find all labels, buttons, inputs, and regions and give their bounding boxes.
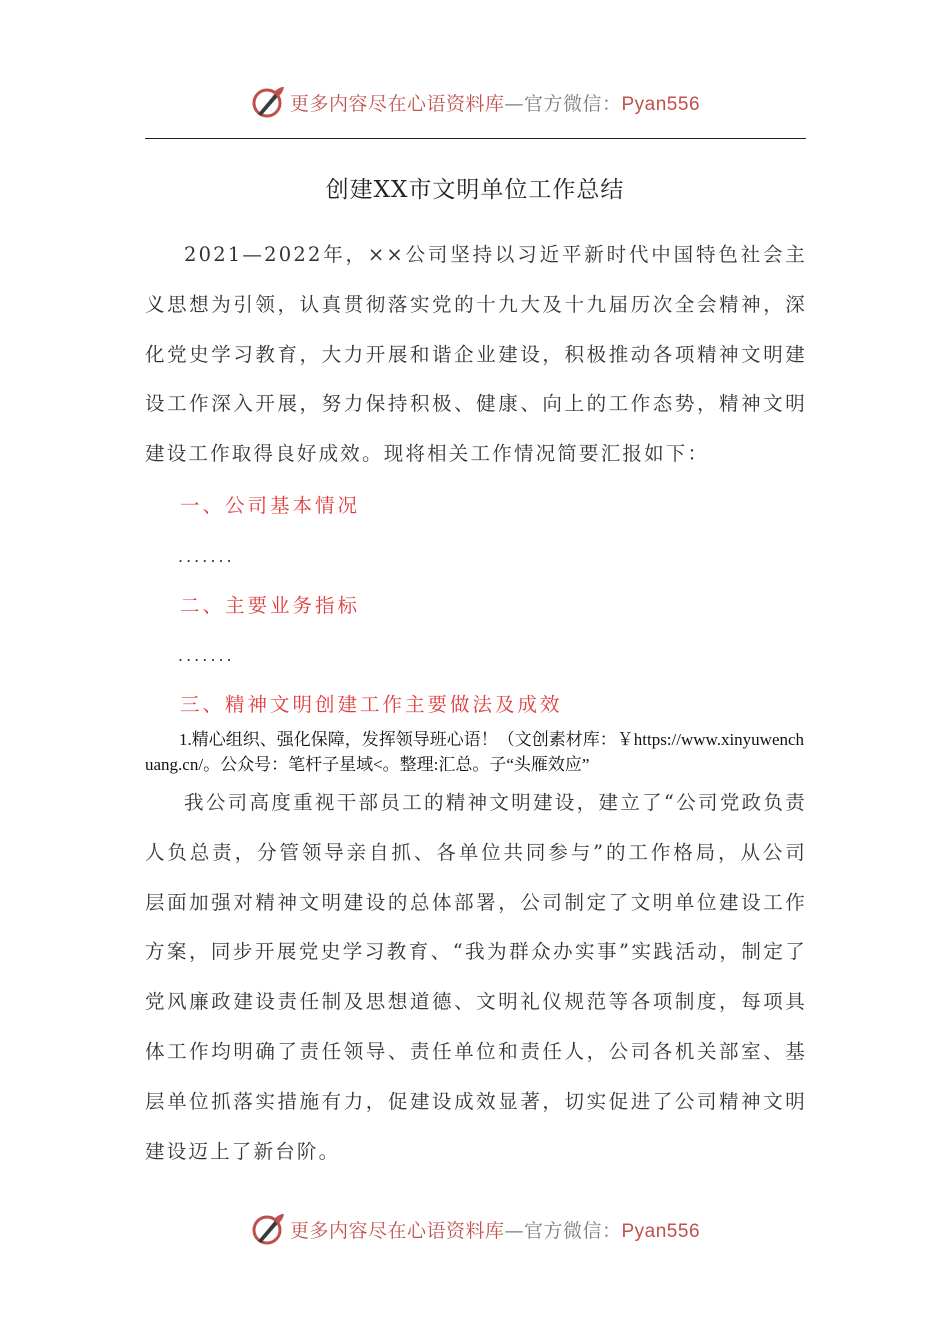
subsection1-body: 我公司高度重视干部员工的精神文明建设，建立了“公司党政负责人负总责，分管领导亲自抓、各单位共同参与”的工作格局，从公司层面加强对精神文明建设的总体部署，公司制定了文明单位建设工作方案，同步开展党史学习教育、“我为群众办实事”实践活动，制定了党风廉政建设责任制及思想道德、文明礼仪规范等各项制度，每项具体工作均明确了责任领导、责任单位和责任人，公司各机关部室、基层单位抓落实措施有力，促建设成效显著，切实促进了公司精神文明建设迈上了新台阶。	[145, 791, 807, 1163]
header-separator: —	[504, 92, 524, 115]
footer-banner-text: 更多内容尽在心语资料库	[289, 1219, 505, 1242]
footer-wechat-label: 官方微信：	[523, 1219, 622, 1242]
footer-wechat-id: Pyan556	[621, 1220, 701, 1242]
header-banner	[0, 82, 950, 122]
footer-text	[290, 1216, 700, 1243]
section1-body: .......	[178, 547, 235, 566]
header-wechat-id: Pyan556	[621, 93, 701, 115]
section3-heading: 三、精神文明创建工作主要做法及成效	[180, 693, 563, 716]
footer-banner	[0, 1209, 950, 1249]
quill-logo-icon	[250, 84, 286, 120]
document-title: 创建XX市文明单位工作总结	[325, 177, 625, 203]
section1-heading: 一、公司基本情况	[180, 494, 361, 517]
section2-heading: 二、主要业务指标	[180, 594, 361, 617]
header-wechat-label: 官方微信：	[523, 92, 622, 115]
quill-logo-icon	[250, 1211, 286, 1247]
header-divider	[145, 138, 806, 139]
subsection1-title: 1.精心组织、强化保障，发挥领导班心语！（文创素材库：￥https://www.xinyuwenchuang.cn/。公众号：笔杆子星域<。整理:汇总。子“头雁效应”	[145, 730, 805, 774]
footer-separator: —	[504, 1219, 524, 1242]
section2-body: .......	[178, 646, 235, 665]
header-banner-text: 更多内容尽在心语资料库	[289, 92, 505, 115]
header-text	[290, 89, 700, 116]
intro-paragraph: 2021—2022年，××公司坚持以习近平新时代中国特色社会主义思想为引领，认真贯彻落实党的十九大及十九届历次全会精神，深化党史学习教育，大力开展和谐企业建设，积极推动各项精神文明建设工作深入开展，努力保持积极、健康、向上的工作态势，精神文明建设工作取得良好成效。现将相关工作情况简要汇报如下：	[145, 243, 807, 466]
